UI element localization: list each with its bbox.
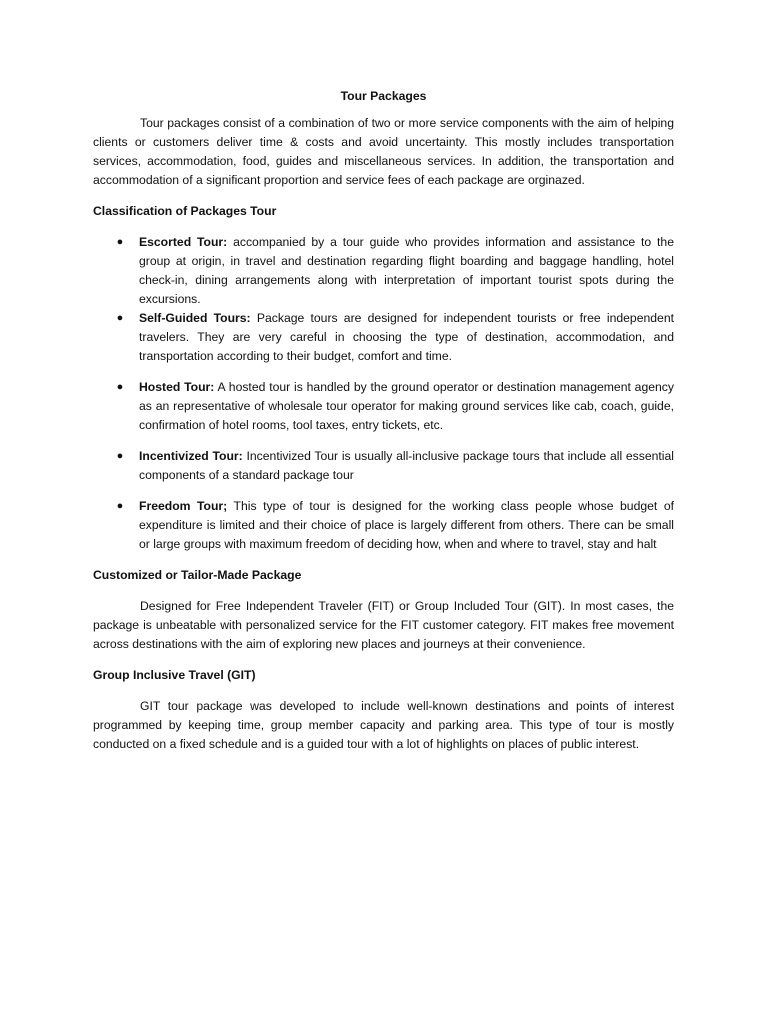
list-item <box>93 309 674 366</box>
list-item <box>93 378 674 435</box>
bullet-term: Incentivized Tour: <box>139 449 243 463</box>
git-heading: Group Inclusive Travel (GIT) <box>93 668 256 682</box>
list-item <box>93 497 674 554</box>
list-item <box>93 447 674 485</box>
bullet-term: Self-Guided Tours: <box>139 311 251 325</box>
bullet-term: Freedom Tour; <box>139 499 228 513</box>
classification-heading: Classification of Packages Tour <box>93 204 277 218</box>
bullet-text: accompanied by a tour guide who provides information and assistance to the group at origin, in travel and destination regarding flight boarding and baggage handling, hotel check-in, dining arrangements along with interpretation of important tourist spots during the excursions. <box>139 235 674 306</box>
document-page <box>93 87 674 766</box>
document-title: Tour Packages <box>340 89 427 103</box>
bullet-text: Package tours are designed for independent tourists or free independent travelers. They are very careful in choosing the type of destination, accommodation, and transportation according to their budget, comfort and time. <box>139 311 674 363</box>
bullet-icon: ● <box>116 500 124 512</box>
bullet-icon: ● <box>116 381 124 393</box>
bullet-text: Incentivized Tour is usually all-inclusive package tours that include all essential components of a standard package tour <box>139 449 674 482</box>
customized-paragraph: Designed for Free Independent Traveler (FIT) or Group Included Tour (GIT). In most cases, the package is unbeatable with personalized service for the FIT customer category. FIT makes free movement across destinations with the aim of exploring new places and journeys at their convenience. <box>93 599 674 651</box>
intro-paragraph: Tour packages consist of a combination of two or more service components with the aim of helping clients or customers deliver time & costs and avoid uncertainty. This mostly includes transportation services, accommodation, food, guides and miscellaneous services. In addition, the transportation and accommodation of a significant proportion and service fees of each package are orginazed. <box>93 116 674 187</box>
bullet-term: Hosted Tour: <box>139 380 215 394</box>
bullet-icon: ● <box>116 450 124 462</box>
classification-list <box>93 233 674 554</box>
bullet-term: Escorted Tour: <box>139 235 228 249</box>
git-paragraph: GIT tour package was developed to include well-known destinations and points of interest programmed by keeping time, group member capacity and parking area. This type of tour is mostly conducted on a fixed schedule and is a guided tour with a lot of highlights on places of public interest. <box>93 699 674 751</box>
bullet-icon: ● <box>116 312 124 324</box>
list-item <box>93 233 674 309</box>
bullet-text: This type of tour is designed for the working class people whose budget of expenditure is limited and their choice of place is largely different from others. There can be small or large groups with maximum freedom of deciding how, when and where to travel, stay and halt <box>139 499 674 551</box>
bullet-icon: ● <box>116 236 124 248</box>
bullet-text: A hosted tour is handled by the ground operator or destination management agency as an representative of wholesale tour operator for making ground services like cab, coach, guide, confirmation of hotel rooms, tool taxes, entry tickets, etc. <box>139 380 674 432</box>
customized-heading: Customized or Tailor-Made Package <box>93 568 302 582</box>
